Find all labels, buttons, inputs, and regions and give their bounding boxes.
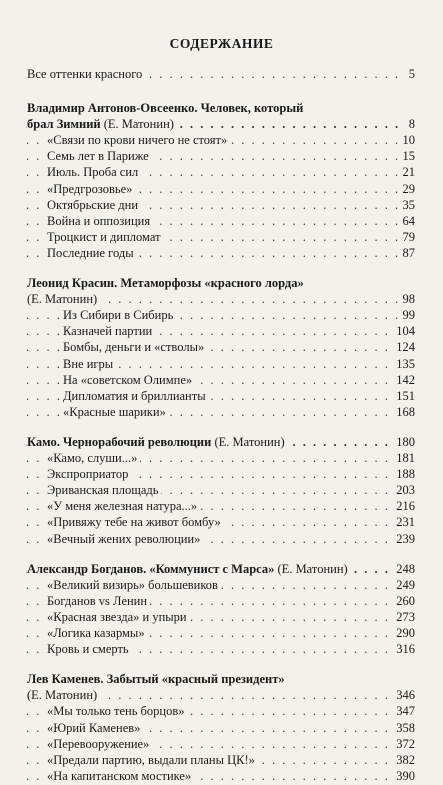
toc-entry[interactable] (0, 307, 443, 324)
toc-entry[interactable] (0, 213, 443, 230)
section-heading-kamenev-line2[interactable] (0, 687, 443, 704)
heading-page: 248 (393, 561, 415, 578)
entry-title: Все оттенки красного (27, 66, 145, 83)
entry-page: 239 (393, 531, 415, 548)
entry-page: 181 (393, 450, 415, 467)
entry-page: 87 (400, 245, 416, 262)
toc-entry[interactable] (0, 245, 443, 262)
toc-entry[interactable] (0, 356, 443, 373)
entry-title: «Красные шарики» (63, 404, 169, 421)
toc-entry[interactable] (0, 482, 443, 499)
entry-page: 124 (393, 339, 415, 356)
entry-page: 142 (393, 372, 415, 389)
entry-title: «Красная звезда» и упыри (47, 609, 190, 626)
entry-title: Кровь и смерть (47, 641, 132, 658)
toc-entry[interactable] (0, 323, 443, 340)
toc-entry[interactable] (0, 132, 443, 149)
toc-entry[interactable] (0, 164, 443, 181)
toc-entry-intro[interactable] (0, 66, 443, 83)
toc-entry[interactable] (0, 593, 443, 610)
entry-title: «Великий визирь» большевиков (47, 577, 221, 594)
entry-title: «Перевооружение» (47, 736, 152, 753)
section-heading-bogdanov[interactable] (0, 561, 443, 578)
entry-title: Семь лет в Париже (47, 148, 152, 165)
entry-title: Последние годы (47, 245, 137, 262)
toc-entry[interactable] (0, 752, 443, 769)
entry-page: 231 (393, 514, 415, 531)
entry-page: 372 (393, 736, 415, 753)
heading-line-1: Владимир Антонов-Овсеенко. Человек, который (27, 101, 304, 115)
entry-page: 216 (393, 498, 415, 515)
entry-title: Троцкист и дипломат (47, 229, 164, 246)
entry-page: 249 (393, 577, 415, 594)
entry-title: «Юрий Каменев» (47, 720, 143, 737)
heading-page: 8 (406, 116, 415, 133)
toc-entry[interactable] (0, 404, 443, 421)
entry-page: 15 (400, 148, 416, 165)
entry-page: 64 (400, 213, 416, 230)
heading-line-1: Александр Богданов. «Коммунист с Марса» (27, 561, 275, 576)
toc-entry[interactable] (0, 641, 443, 658)
entry-title: Из Сибири в Сибирь (63, 307, 176, 324)
entry-page: 390 (393, 768, 415, 785)
toc-entry[interactable] (0, 577, 443, 594)
entry-title: Эриванская площадь (47, 482, 161, 499)
section-heading-kamenev[interactable] (27, 671, 419, 688)
toc-entry[interactable] (0, 609, 443, 626)
entry-title: Бомбы, деньги и «стволы» (63, 339, 207, 356)
entry-page: 290 (393, 625, 415, 642)
entry-title: «Связи по крови ничего не стоят» (47, 132, 230, 149)
heading-author: (Е. Матонин) (211, 434, 285, 449)
entry-title: На «советском Олимпе» (63, 372, 195, 389)
entry-page: 35 (400, 197, 416, 214)
heading-author: (Е. Матонин) (274, 561, 348, 576)
toc-entry[interactable] (0, 339, 443, 356)
heading-line-1: Лев Каменев. Забытый «красный президент» (27, 672, 285, 687)
entry-page: 29 (400, 181, 416, 198)
entry-page: 203 (393, 482, 415, 499)
entry-page: 316 (393, 641, 415, 658)
toc-entry[interactable] (0, 736, 443, 753)
entry-title: Октябрьские дни (47, 197, 141, 214)
entry-page: 273 (393, 609, 415, 626)
entry-page: 358 (393, 720, 415, 737)
entry-page: 10 (400, 132, 416, 149)
toc-entry[interactable] (0, 768, 443, 785)
entry-title: Богданов vs Ленин (47, 593, 150, 610)
entry-title: «Предгрозовье» (47, 181, 135, 198)
entry-title: Дипломатия и бриллианты (63, 388, 209, 405)
section-heading-antonov[interactable] (27, 100, 419, 117)
section-heading-antonov-line2[interactable] (0, 116, 443, 133)
entry-page: 168 (393, 404, 415, 421)
toc-entry[interactable] (0, 181, 443, 198)
entry-title: Казначей партии (63, 323, 155, 340)
heading-line-1: Леонид Красин. Метаморфозы «красного лорда» (27, 276, 304, 290)
entry-page: 151 (393, 388, 415, 405)
toc-entry[interactable] (0, 450, 443, 467)
entry-title: Июль. Проба сил (47, 164, 141, 181)
entry-page: 104 (393, 323, 415, 340)
heading-page: 98 (400, 291, 416, 308)
entry-page: 5 (406, 66, 415, 83)
toc-entry[interactable] (0, 514, 443, 531)
entry-page: 382 (393, 752, 415, 769)
entry-title: «Логика казармы» (47, 625, 148, 642)
entry-title: «На капитанском мостике» (47, 768, 194, 785)
toc-entry[interactable] (0, 388, 443, 405)
toc-entry[interactable] (0, 229, 443, 246)
heading-author: (Е. Матонин) (100, 117, 174, 132)
section-heading-kamo[interactable] (0, 434, 443, 451)
entry-page: 79 (400, 229, 416, 246)
toc-entry[interactable] (0, 703, 443, 720)
entry-page: 346 (393, 687, 415, 704)
entry-page: 99 (400, 307, 416, 324)
heading-page: 180 (393, 434, 415, 451)
entry-title: «Мы только тень борцов» (47, 703, 188, 720)
entry-page: 347 (393, 703, 415, 720)
entry-title: Экспроприатор (47, 466, 131, 483)
entry-title: «У меня железная натура...» (47, 498, 200, 515)
toc-entry[interactable] (0, 720, 443, 737)
heading-author: (Е. Матонин) (27, 291, 100, 308)
toc-entry[interactable] (0, 197, 443, 214)
entry-title: «Предали партию, выдали планы ЦК!» (47, 752, 258, 769)
toc-title: СОДЕРЖАНИЕ (169, 36, 274, 51)
entry-title: «Вечный жених революции» (47, 531, 203, 548)
entry-page: 260 (393, 593, 415, 610)
section-heading-krasin[interactable] (27, 275, 419, 292)
toc-entry[interactable] (0, 372, 443, 389)
entry-page: 21 (400, 164, 416, 181)
heading-line-1: Камо. Чернорабочий революции (27, 434, 212, 449)
toc-entry[interactable] (0, 148, 443, 165)
section-heading-krasin-line2[interactable] (0, 291, 443, 308)
entry-title: «Камо, слуши...» (47, 450, 140, 467)
entry-page: 135 (393, 356, 415, 373)
toc-entry[interactable] (0, 498, 443, 515)
toc-entry[interactable] (0, 625, 443, 642)
entry-title: (Е. Матонин) (27, 687, 100, 704)
heading-line-2: брал Зимний (27, 117, 101, 132)
entry-title: «Привяжу тебе на живот бомбу» (47, 514, 224, 531)
entry-title: Война и оппозиция (47, 213, 153, 230)
entry-page: 188 (393, 466, 415, 483)
toc-entry[interactable] (0, 466, 443, 483)
toc-entry[interactable] (0, 531, 443, 548)
entry-title: Вне игры (63, 356, 116, 373)
